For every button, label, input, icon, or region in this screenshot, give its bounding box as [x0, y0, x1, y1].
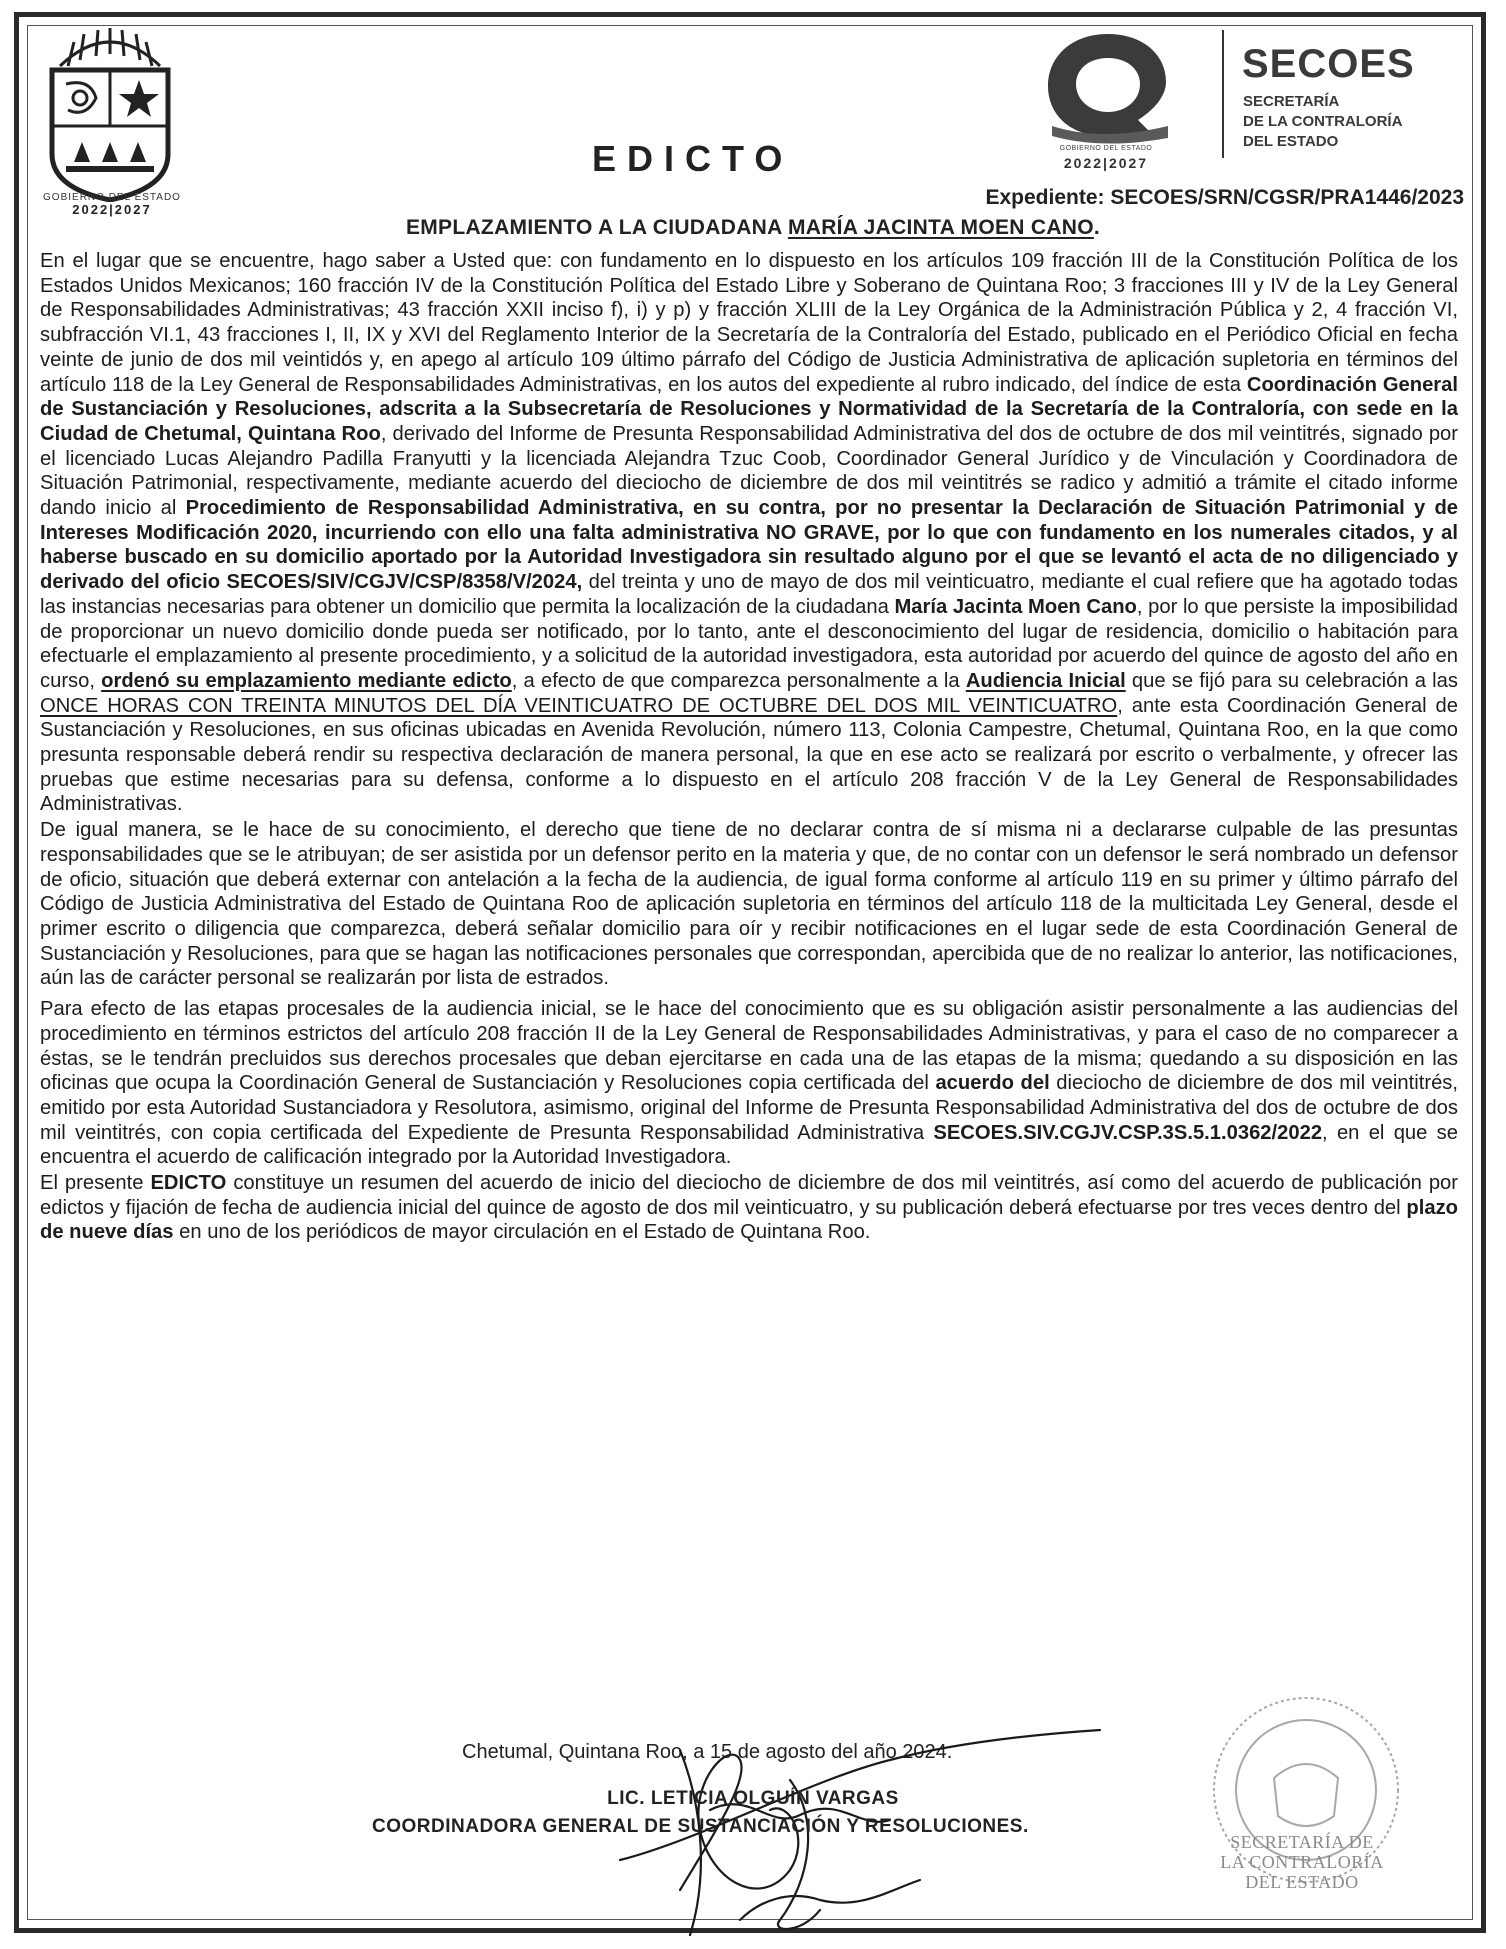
- p1-bold-procedure: Procedimiento de Responsabilidad Administrativa, en su contra, por no presentar la Declaración de Situación Patrimonial y de Intereses Modificación 2020, incurriendo con ello una falta administrativa NO GRAVE, por lo que con fundamento en los numerales citados, y al haberse buscado en su domicilio aportado por la Autoridad Investigadora sin resultado alguno por el que se levantó el acta de no diligenciado y derivado del oficio SECOES/SIV/CGJV/CSP/8358/V/2024,: [40, 497, 1459, 594]
- state-coat-of-arms-icon: [40, 24, 180, 202]
- signatory-role: COORDINADORA GENERAL DE SUSTANCIACIÓN Y RESOLUCIONES.: [372, 1816, 1029, 1837]
- p1-bold-order: ordenó su emplazamiento mediante edicto: [101, 669, 512, 692]
- p4-text-a: El presente: [40, 1172, 151, 1195]
- case-number: Expediente: SECOES/SRN/CGSR/PRA1446/2023: [985, 186, 1464, 209]
- p1-text-e: , a efecto de que comparezca personalmente a la: [511, 669, 966, 692]
- p1-bold-hearing: Audiencia Inicial: [965, 669, 1126, 692]
- place-and-date: Chetumal, Quintana Roo, a 15 de agosto del año 2024.: [462, 1741, 953, 1763]
- p4-text-c: en uno de los periódicos de mayor circulación en el Estado de Quintana Roo.: [173, 1221, 871, 1244]
- p1-text-d: , por lo que persiste la imposibilidad de proporcionar un nuevo domicilio donde pueda ser notificado, por lo tanto, ante el desconocimiento del lugar de residencia, domicilio o habitación para efectuarle el emplazamiento al presente procedimiento, y a solicitud de la autoridad investigadora, esta autoridad por acuerdo del quince de agosto del año en curso,: [40, 595, 1459, 692]
- p4-bold-term: plazo de nueve días: [40, 1196, 1458, 1244]
- logo-divider: [1222, 30, 1224, 158]
- edict-body: [40, 249, 1458, 1245]
- paragraph-2: De igual manera, se le hace de su conocimiento, el derecho que tiene de no declarar contra de sí misma ni a declararse culpable de las presuntas responsabilidades que se le atribuyan; de ser asistida por un defensor perito en la materia y que, de no contar con un defensor le será nombrado un defensor de oficio, situación que deberá externar con antelación a la fecha de la audiencia, de igual forma conforme al artículo 119 en su primer y último párrafo del Código de Justicia Administrativa del Estado de Quintana Roo de aplicación supletoria en términos del artículo 118 de la multicitada Ley General, desde el primer escrito o diligencia que comparezca, deberá señalar domicilio para oír y recibir notificaciones en el lugar sede de esta Coordinación General de Sustanciación y Resoluciones, para que se hagan las notificaciones personales que correspondan, apercibida que de no realizar lo anterior, las notificaciones, aún las de carácter personal se realizarán por lista de estrados.: [40, 819, 1458, 990]
- p1-bold-authority: Coordinación General de Sustanciación y Resoluciones, adscrita a la Subsecretaría de Resoluciones y Normatividad de la Secretaría de la Contraloría, con sede en la Ciudad de Chetumal, Quintana Roo: [40, 373, 1458, 445]
- p1-hearing-time: ONCE HORAS CON TREINTA MINUTOS DEL DÍA VEINTICUATRO DE OCTUBRE DEL DOS MIL VEINTICUATRO: [40, 694, 1118, 717]
- agency-line-3: DEL ESTADO: [1243, 133, 1339, 150]
- q-logo-year: 2022|2027: [1063, 155, 1149, 171]
- p1-text-b: , derivado del Informe de Presunta Responsabilidad Administrativa del dos de octubre de dos mil veintitrés, signado por el licenciado Lucas Alejandro Padilla Franyutti y la licenciada Alejandra Tzuc Coob, Coordinador General Jurídico y de Vinculación y Coordinadora de Situación Patrimonial, respectivamente, mediante acuerdo del dieciocho de diciembre de dos mil veintitrés se radico y admitió a trámite el citado informe dando inicio al: [40, 422, 1458, 520]
- p3-text-a: Para efecto de las etapas procesales de la audiencia inicial, se le hace del conocimiento que es su obligación asistir personalmente a las audiencias del procedimiento en términos estrictos del artículo 208 fracción II de la Ley General de Responsabilidades Administrativas, y para el caso de no comparecer a éstas, se le tendrán precluidos sus derechos procesales que deban ejercitarse en cada una de las etapas de la misma; quedando a su disposición en las oficinas que ocupa la Coordinación General de Sustanciación y Resoluciones copia certificada del: [40, 998, 1458, 1095]
- p3-text-b: dieciocho de diciembre de dos mil veintitrés, emitido por esta Autoridad Sustanciadora y Resolutora, asimismo, original del Informe de Presunta Responsabilidad Administrativa del dos de octubre de dos mil veintitrés, con copia certificada del Expediente de Presunta Responsabilidad Administrativa: [40, 1072, 1459, 1144]
- summons-heading-name: MARÍA JACINTA MOEN CANO: [787, 216, 1094, 239]
- paragraph-3: [40, 997, 1458, 1170]
- paragraph-1: [40, 249, 1458, 817]
- paragraph-4: [40, 1171, 1458, 1245]
- p3-bold-agreement: acuerdo del: [935, 1072, 1050, 1095]
- agency-line-2: DE LA CONTRALORÍA: [1243, 113, 1403, 130]
- stamp-line-1: SECRETARÍA DE: [1230, 1832, 1374, 1852]
- stamp-text: [1182, 1832, 1422, 1892]
- p1-text-g: , ante esta Coordinación General de Sustanciación y Resoluciones, en sus oficinas ubicadas en Avenida Revolución, número 113, Colonia Campestre, Chetumal, Quintana Roo, en la que como presunta responsable deberá rendir su respectiva declaración de manera personal, la que en ese acto se realizará por escrito o verbalmente, y ofrecer las pruebas que estime necesarias para su defensa, conforme a lo dispuesto en el artículo 208 fracción V de la Ley General de Responsabilidades Administrativas.: [40, 694, 1458, 816]
- stamp-line-3: DEL ESTADO: [1245, 1872, 1359, 1892]
- stamp-line-2: LA CONTRALORÍA: [1220, 1852, 1384, 1872]
- summons-heading: [0, 216, 1506, 240]
- state-seal-caption: GOBIERNO DEL ESTADO: [43, 192, 181, 203]
- summons-heading-prefix: EMPLAZAMIENTO A LA CIUDADANA: [405, 216, 788, 239]
- signatory-name: LIC. LETICIA OLGUÍN VARGAS: [607, 1788, 899, 1809]
- agency-line-1: SECRETARÍA: [1243, 93, 1340, 110]
- p1-text-f: que se fijó para su celebración a las: [1125, 669, 1458, 692]
- p4-text-b: constituye un resumen del acuerdo de inicio del dieciocho de diciembre de dos mil veintitrés, así como del acuerdo de publicación por edictos y fijación de fecha de audiencia inicial del quince de agosto de dos mil veinticuatro, y su publicación deberá efectuarse por tres veces dentro del: [40, 1172, 1459, 1219]
- p3-text-c: , en el que se encuentra el acuerdo de calificación integrado por la Autoridad Investigadora.: [40, 1121, 1458, 1169]
- summons-heading-suffix: .: [1093, 216, 1101, 239]
- p1-text-a: En el lugar que se encuentre, hago saber a Usted que: con fundamento en lo dispuesto en los artículos 109 fracción III de la Constitución Política de los Estados Unidos Mexicanos; 160 fracción IV de la Constitución Política del Estado Libre y Soberano de Quintana Roo; 3 fracciones III y IV de la Ley General de Responsabilidades Administrativas; 43 fracción XXII inciso f), i) y p) y fracción XLIII de la Ley Orgánica de la Administración Pública y 2, 4 fracción VI, subfracción VI.1, 43 fracciones I, II, IX y XVI del Reglamento Interior de la Secretaría de la Contraloría del Estado, publicado en el Periódico Oficial en fecha veinte de junio de dos mil veintidós y, en apego al artículo 109 último párrafo del Código de Justicia Administrativa de aplicación supletoria en términos del artículo 118 de la Ley General de Responsabilidades Administrativas, en los autos del expediente al rubro indicado, del índice de esta: [40, 250, 1458, 396]
- p3-bold-file: SECOES.SIV.CGJV.CSP.3S.5.1.0362/2022: [933, 1121, 1323, 1144]
- q-government-logo-icon: [1042, 26, 1174, 148]
- agency-name: SECOES: [1242, 42, 1415, 86]
- p4-bold-edict: EDICTO: [150, 1172, 227, 1195]
- q-logo-caption: GOBIERNO DEL ESTADO: [1059, 145, 1153, 152]
- agency-subtitle: [1243, 92, 1402, 152]
- p1-bold-name: María Jacinta Moen Cano: [894, 595, 1137, 618]
- document-title: EDICTO: [592, 138, 794, 179]
- state-seal-year: 2022|2027: [72, 202, 152, 217]
- p1-text-c: del treinta y uno de mayo de dos mil veinticuatro, mediante el cual refiere que ha agotado todas las instancias necesarias para obtener un domicilio que permita la localización de la ciudadana: [40, 571, 1458, 618]
